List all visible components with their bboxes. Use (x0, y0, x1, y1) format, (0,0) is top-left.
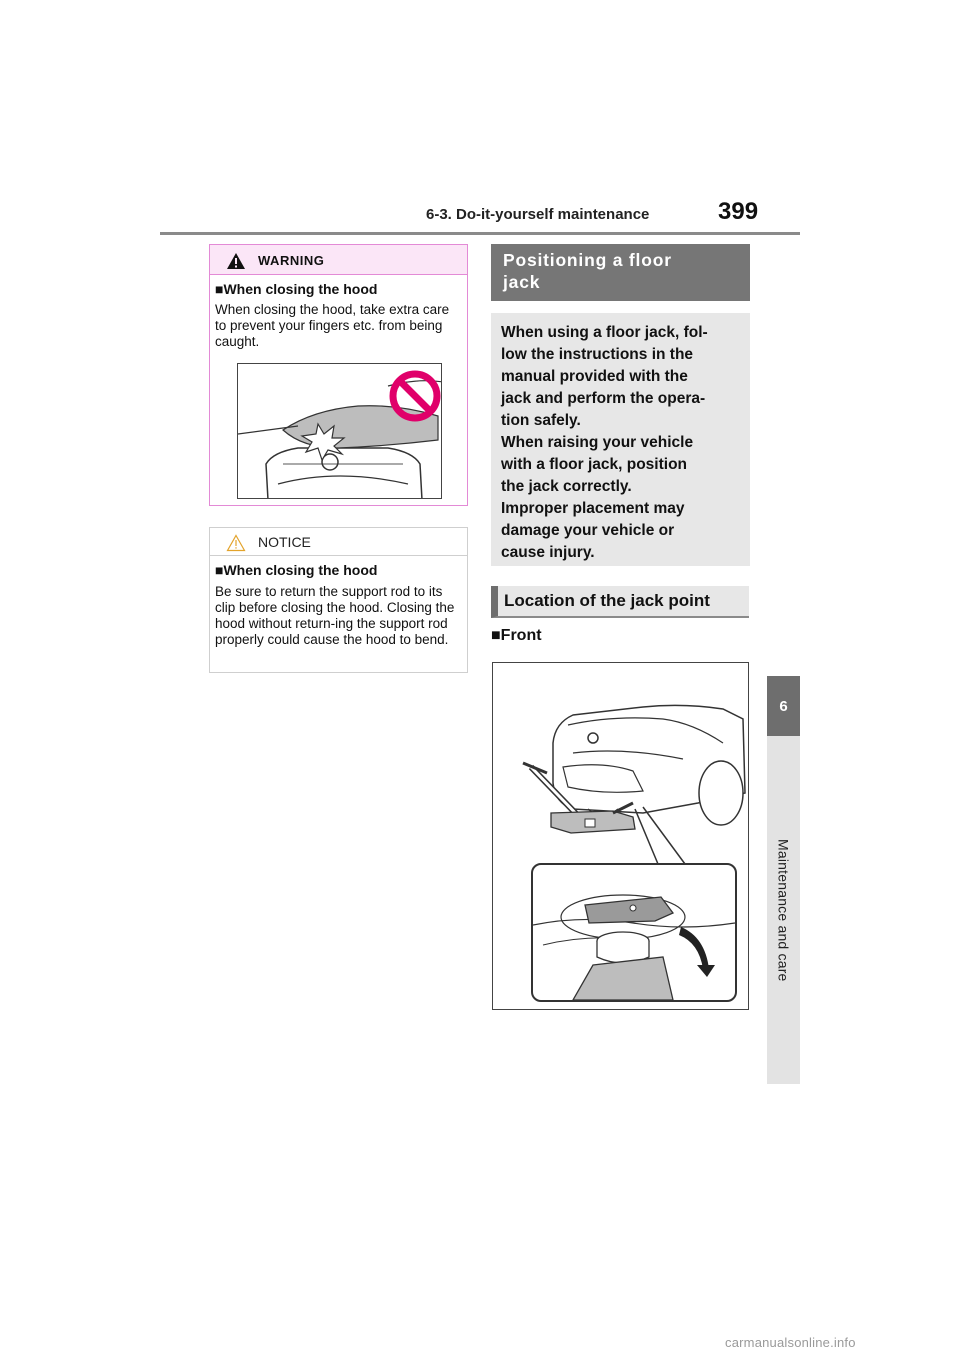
info-line: with a floor jack, position (501, 456, 688, 473)
chapter-tab-label (767, 736, 800, 1084)
chapter-tab-number[interactable]: 6 (767, 676, 800, 736)
notice-label: NOTICE (258, 534, 311, 550)
positioning-title-line: Positioning a floor (503, 250, 672, 270)
notice-heading: ■When closing the hood (215, 562, 378, 578)
warning-triangle-icon (226, 252, 246, 270)
jack-point-detail-inset (531, 863, 737, 1002)
notice-body: Be sure to return the support rod to its clip before closing the hood. Closing the hood without return-ing the support rod properly could cause the hood to bend. (215, 584, 455, 647)
front-subheading: ■Front (491, 627, 542, 644)
info-line: When using a floor jack, fol- (501, 324, 708, 341)
info-line: cause injury. (501, 544, 595, 561)
info-line: manual provided with the (501, 368, 688, 385)
hood-closing-illustration (237, 363, 442, 499)
info-line: Improper placement may (501, 500, 685, 517)
warning-label: WARNING (258, 253, 325, 268)
positioning-info-box (491, 313, 750, 566)
info-line: low the instructions in the (501, 346, 694, 363)
jack-point-detail-icon (533, 865, 735, 1000)
info-line: jack and perform the opera- (501, 390, 706, 407)
warning-heading: ■When closing the hood (215, 281, 378, 297)
hood-fingers-prohibited-icon (238, 364, 442, 499)
section-title: 6-3. Do-it-yourself maintenance (426, 206, 650, 223)
notice-header (210, 528, 467, 556)
chapter-tab-title: Maintenance and care (775, 838, 792, 982)
page-number: 399 (718, 198, 759, 225)
header-rule (160, 232, 800, 235)
info-line: When raising your vehicle (501, 434, 694, 451)
jack-point-section-title: Location of the jack point (491, 586, 749, 618)
positioning-section-title (491, 244, 750, 301)
warning-body: When closing the hood, take extra care to prevent your fingers etc. from being caught. (215, 302, 450, 349)
watermark: carmanualsonline.info (725, 1335, 856, 1350)
notice-triangle-icon (226, 534, 246, 552)
warning-header (210, 245, 467, 275)
info-line: tion safely. (501, 412, 581, 429)
positioning-title-line: jack (503, 272, 541, 292)
info-line: the jack correctly. (501, 478, 632, 495)
info-line: damage your vehicle or (501, 522, 675, 539)
